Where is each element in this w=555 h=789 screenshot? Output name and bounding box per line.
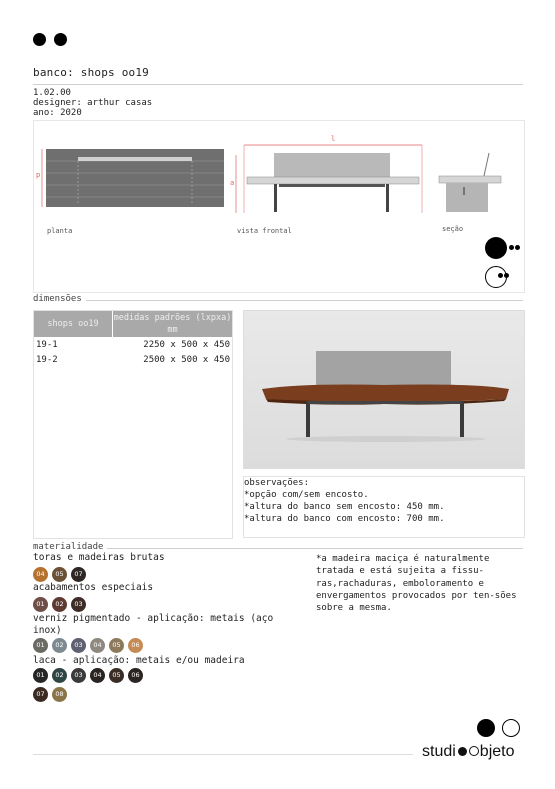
- swatch[interactable]: 06: [128, 668, 143, 683]
- table-header-size: [113, 311, 232, 337]
- row-size: 2500 x 500 x 450: [143, 355, 230, 365]
- swatch[interactable]: 01: [33, 638, 48, 653]
- materiality-heading: materialidade: [33, 542, 107, 552]
- observation-line: *opção com/sem encosto.: [244, 490, 369, 500]
- swatch[interactable]: 06: [128, 638, 143, 653]
- dimensions-table: [33, 310, 233, 539]
- swatch[interactable]: 03: [71, 597, 86, 612]
- technical-drawings: [33, 120, 525, 293]
- orientation-filled-icon: [485, 237, 507, 259]
- swatch[interactable]: 03: [71, 638, 86, 653]
- dim-label-p: p: [36, 171, 41, 179]
- swatch[interactable]: 04: [33, 567, 48, 582]
- product-code: 1.02.00: [33, 88, 71, 98]
- swatch[interactable]: 04: [90, 638, 105, 653]
- section-view: [439, 153, 501, 212]
- dimensions-heading: dimensões: [33, 294, 86, 304]
- swatch[interactable]: 05: [109, 668, 124, 683]
- material-group-title: toras e madeiras brutas: [33, 552, 165, 563]
- header-dot-2: [54, 33, 67, 46]
- material-group-title: verniz pigmentado - aplicação: metais (aço inox): [33, 613, 274, 636]
- table-header-model-label: shops oo19: [47, 319, 99, 329]
- plan-label: planta: [47, 227, 73, 235]
- swatch[interactable]: 02: [52, 668, 67, 683]
- header-dot-1: [33, 33, 46, 46]
- swatch[interactable]: 08: [52, 687, 67, 702]
- material-group-special-finishes: [33, 582, 303, 594]
- material-group-title: laca - aplicação: metais e/ou madeira: [33, 655, 245, 666]
- table-header-size-label: medidas padrões (lxpxa) mm: [113, 313, 232, 335]
- bench-illustration: [244, 311, 524, 468]
- row-code: 19-1: [36, 340, 58, 350]
- material-group-lacquer: [33, 655, 303, 667]
- year: ano: 2020: [33, 108, 82, 118]
- material-group-pigmented-varnish: [33, 613, 303, 637]
- swatch[interactable]: 02: [52, 638, 67, 653]
- plan-view: [42, 149, 224, 207]
- footer-outline-circle: [502, 719, 520, 737]
- orientation-small-dot-4: [504, 273, 509, 278]
- material-group-raw-wood: [33, 552, 303, 564]
- observations-title: observações:: [244, 478, 310, 488]
- brand-text-right: bjeto: [479, 743, 515, 760]
- product-meta: [33, 88, 152, 118]
- row-size: 2250 x 500 x 450: [143, 340, 230, 350]
- swatch[interactable]: 07: [33, 687, 48, 702]
- brand-text-left: studi: [422, 743, 456, 760]
- brand-logo: [422, 743, 515, 761]
- drawings-svg: [34, 121, 524, 292]
- swatch[interactable]: 02: [52, 597, 67, 612]
- observations-box: [243, 476, 525, 538]
- swatch[interactable]: 01: [33, 668, 48, 683]
- swatch[interactable]: 05: [109, 638, 124, 653]
- material-group-title: acabamentos especiais: [33, 582, 154, 593]
- dim-label-l: l: [331, 135, 336, 143]
- swatch[interactable]: 04: [90, 668, 105, 683]
- observation-line: *altura do banco com encosto: 700 mm.: [244, 514, 445, 524]
- table-header-model: [34, 311, 112, 337]
- designer-name: designer: arthur casas: [33, 98, 153, 108]
- orientation-small-dot-3: [498, 273, 503, 278]
- footer-divider: [33, 754, 413, 755]
- orientation-small-dot-2: [515, 245, 520, 250]
- dimensions-divider: [33, 300, 523, 301]
- footer-filled-circle: [477, 719, 495, 737]
- orientation-small-dot-1: [509, 245, 514, 250]
- title-divider: [33, 84, 523, 85]
- product-photo: [243, 310, 525, 469]
- brand-logo-ring-icon: [469, 746, 479, 756]
- observation-line: *altura do banco sem encosto: 450 mm.: [244, 502, 445, 512]
- swatch[interactable]: 03: [71, 668, 86, 683]
- swatch[interactable]: 07: [71, 567, 86, 582]
- front-view: [236, 145, 422, 213]
- page-title: banco: shops oo19: [33, 66, 149, 79]
- swatch[interactable]: 01: [33, 597, 48, 612]
- dim-label-a: a: [230, 179, 235, 187]
- wood-note: *a madeira maciça é naturalmente tratada e está sujeita a fissu-ras,rachaduras, emboloramento e envergamentos provocados por ten-sões sobre a mesma.: [316, 554, 517, 614]
- front-view-label: vista frontal: [237, 227, 292, 235]
- row-code: 19-2: [36, 355, 58, 365]
- brand-logo-dot-icon: [458, 747, 467, 756]
- section-label: seção: [442, 225, 464, 233]
- swatch[interactable]: 05: [52, 567, 67, 582]
